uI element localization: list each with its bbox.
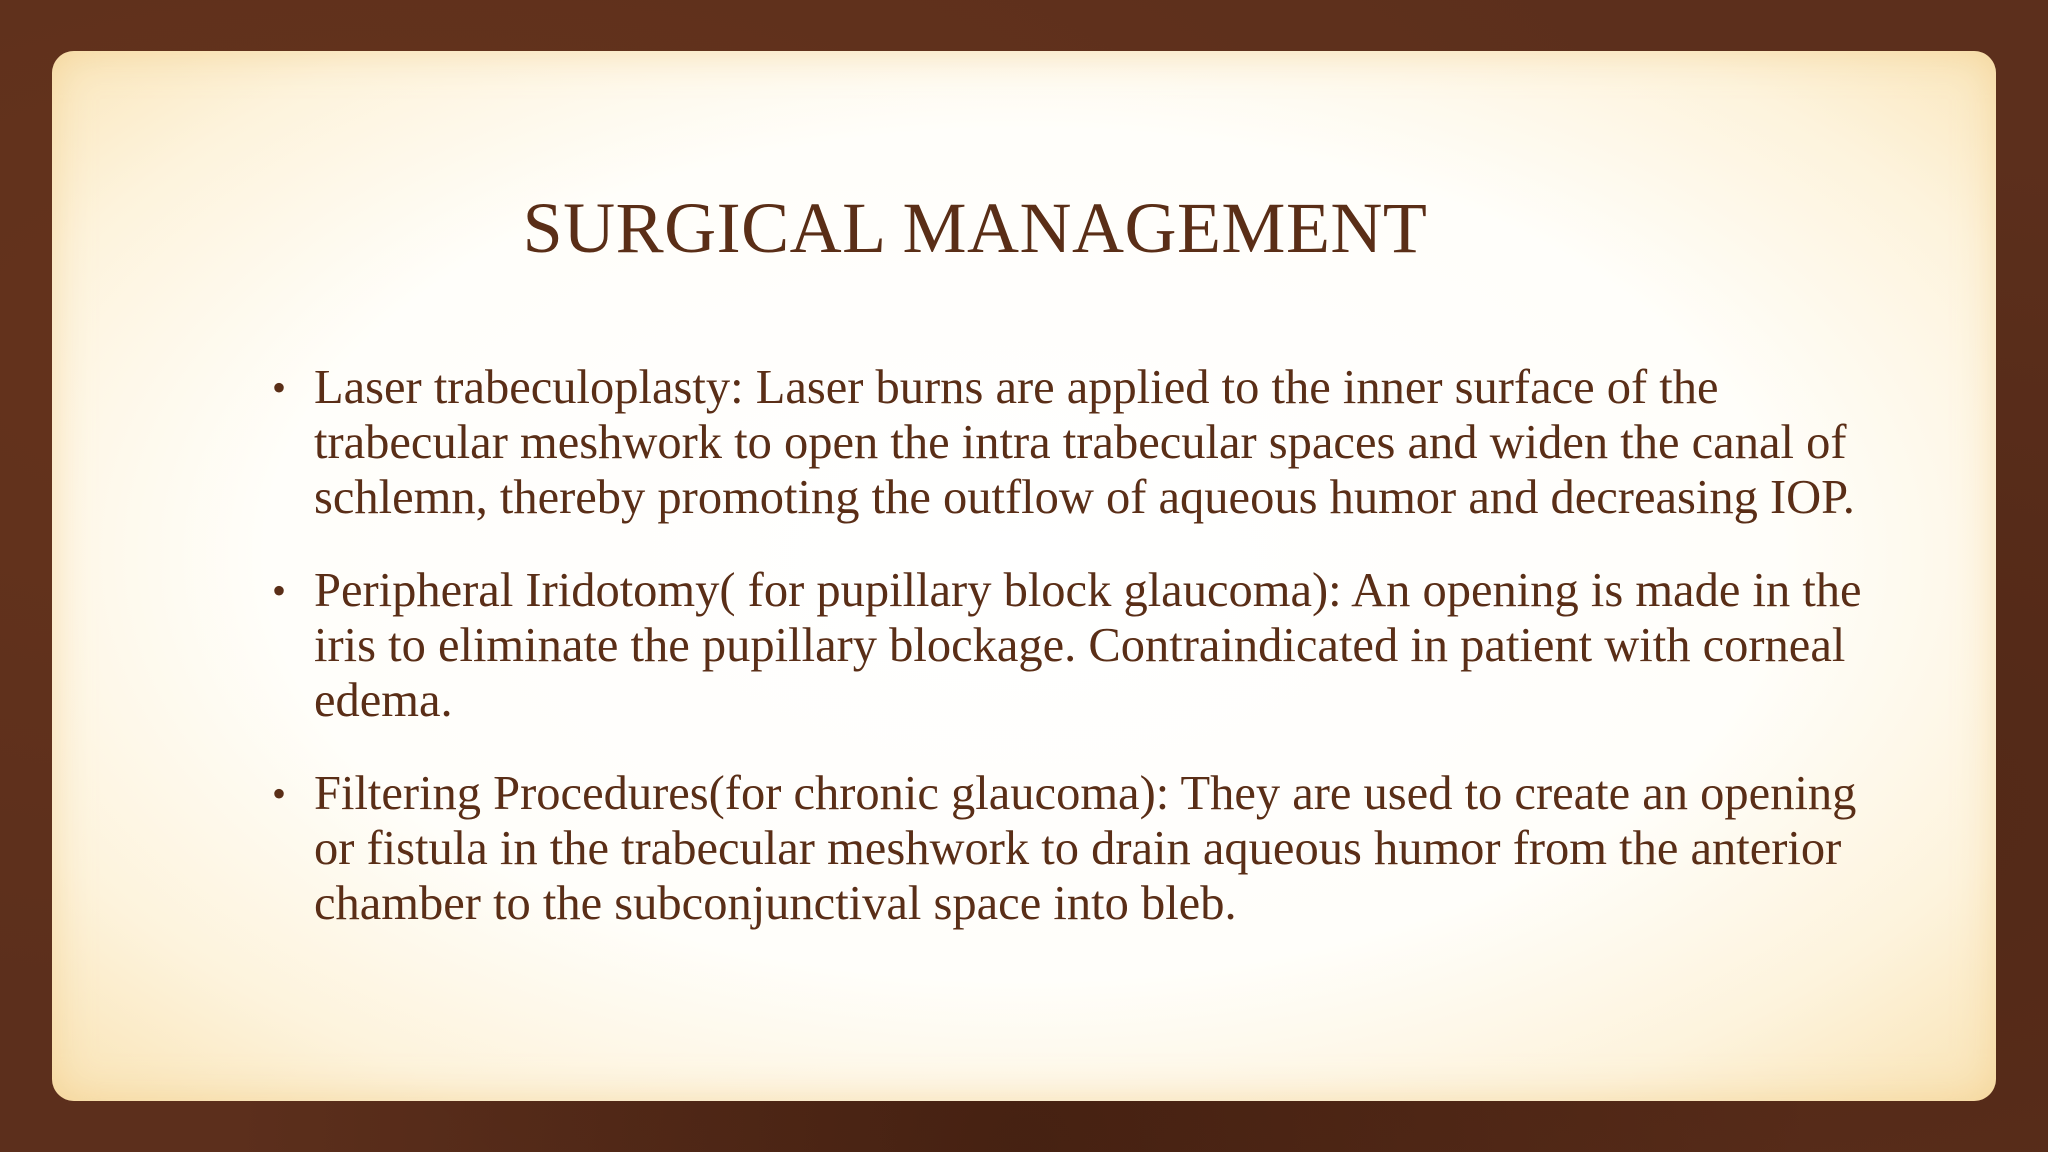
slide-panel [52,51,1996,1101]
bullet-item-filtering-procedures [262,766,1902,931]
bullet-text: Laser trabeculoplasty: Laser burns are applied to the inner surface of the trabecular meshwork to open the intra trabecular spaces and widen the canal of schlemn, thereby promoting the outflow of aqueous humor and decreasing IOP. [314,361,1855,524]
bullet-text: Peripheral Iridotomy( for pupillary block glaucoma): An opening is made in the iris to eliminate the pupillary blockage. Contraindicated in patient with corneal edema. [314,564,1862,727]
bullet-text: Filtering Procedures(for chronic glaucoma): They are used to create an opening or fistula in the trabecular meshwork to drain aqueous humor from the anterior chamber to the subconjunctival space into bleb. [314,767,1857,930]
bullet-dot-icon: • [272,568,287,613]
bullet-dot-icon: • [272,365,287,410]
bullet-item-laser-trabeculoplasty [262,360,1902,525]
slide-title: SURGICAL MANAGEMENT [522,188,1428,268]
bullet-list [262,360,1902,969]
bullet-dot-icon: • [272,771,287,816]
bullet-item-peripheral-iridotomy [262,563,1902,728]
